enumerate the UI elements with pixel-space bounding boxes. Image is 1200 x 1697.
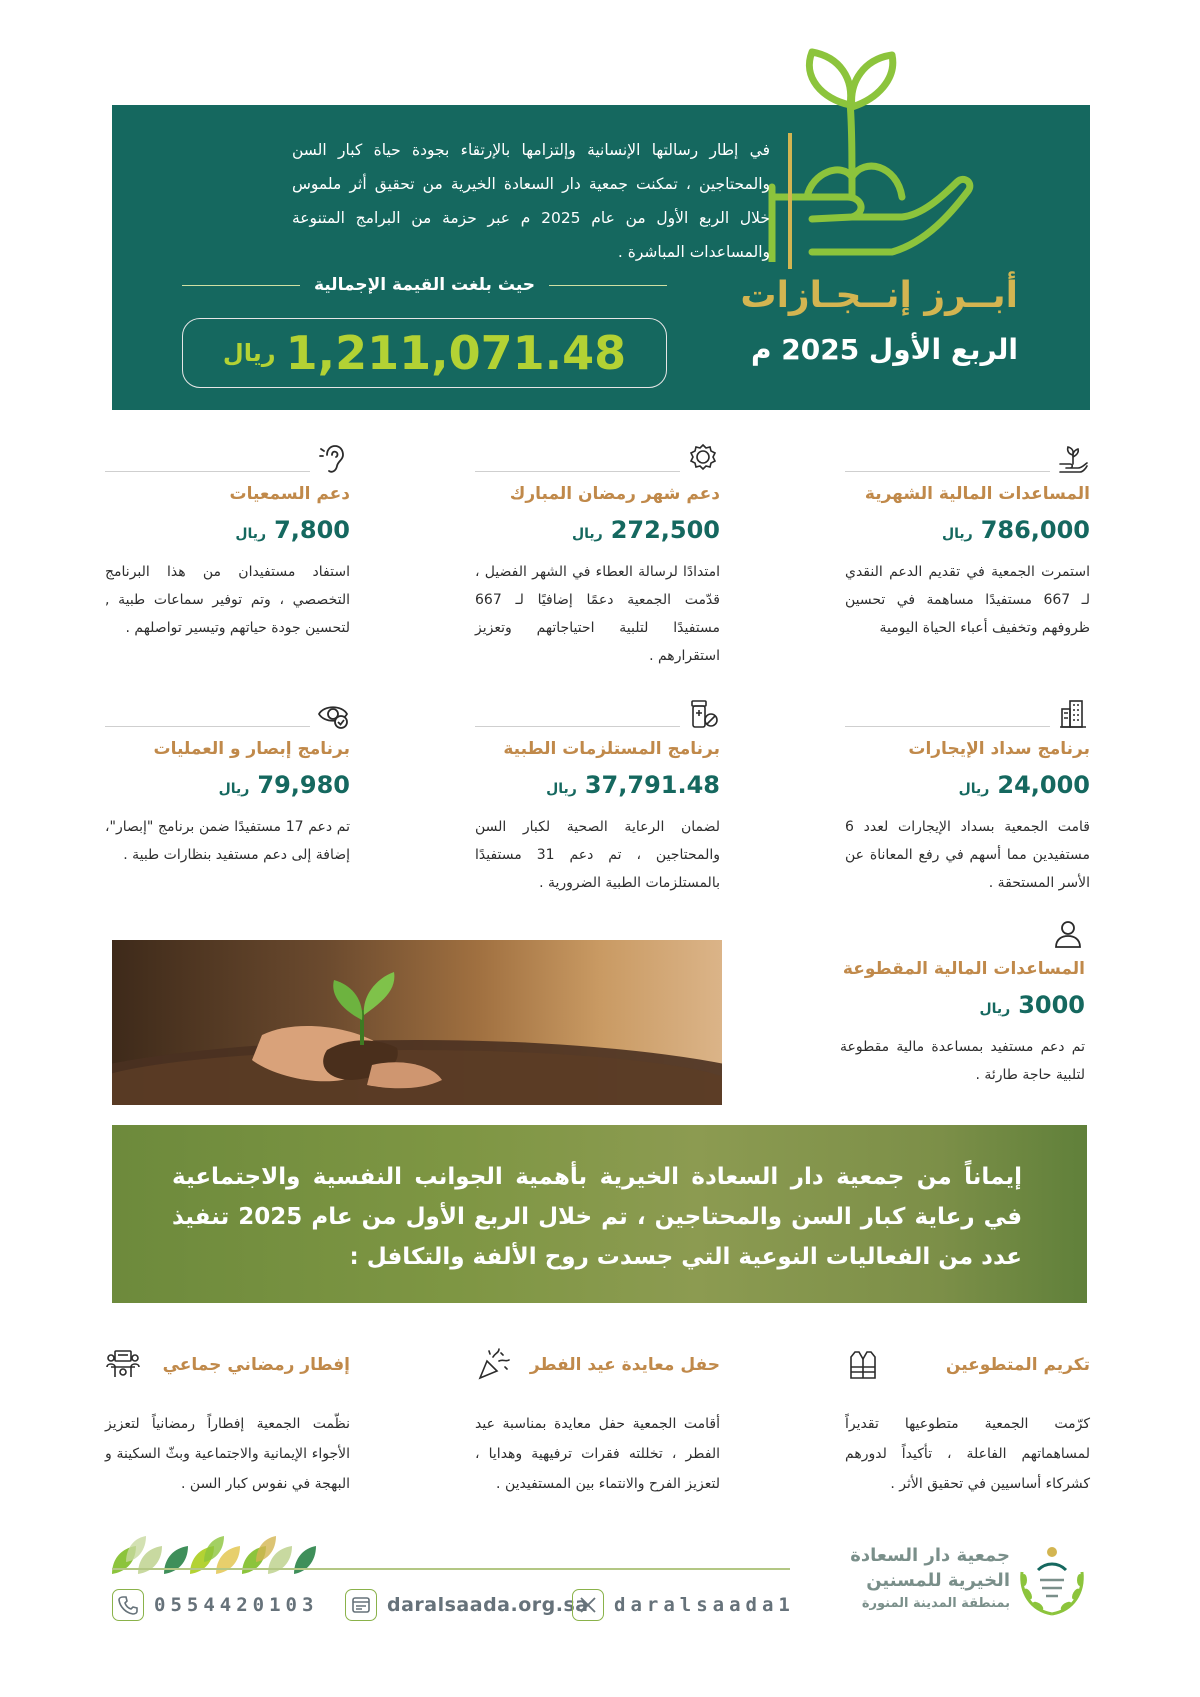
user-icon bbox=[1051, 917, 1085, 951]
divider-line bbox=[182, 285, 300, 286]
card-amount: 272,500 bbox=[610, 516, 720, 544]
card-amount: 37,791.48 bbox=[584, 771, 720, 799]
medicine-icon bbox=[686, 697, 720, 731]
x-handle[interactable]: daralsaada1 bbox=[614, 1594, 795, 1616]
card-currency: ريال bbox=[941, 526, 973, 542]
building-icon bbox=[1056, 697, 1090, 731]
activity-eid-celebration bbox=[475, 1345, 720, 1499]
stat-card-ramadan bbox=[475, 440, 720, 670]
hand-sprout-icon bbox=[1056, 442, 1090, 476]
card-description: لضمان الرعاية الصحية لكبار السن والمحتاجين ، تم دعم 31 مستفيدًا بالمستلزمات الطبية الضرورية . bbox=[475, 819, 720, 891]
website-link[interactable]: daralsaada.org.sa bbox=[387, 1594, 589, 1616]
activity-description: نظّمت الجمعية إفطاراً رمضانياً لتعزيز الأجواء الإيمانية والاجتماعية وبثّ السكينة و البهجة في نفوس كبار السن . bbox=[105, 1416, 350, 1492]
card-currency: ريال bbox=[218, 781, 250, 797]
total-currency: ريال bbox=[222, 339, 276, 367]
card-title: برنامج إبصار و العمليات bbox=[153, 739, 350, 759]
card-currency: ريال bbox=[958, 781, 990, 797]
card-currency: ريال bbox=[571, 526, 603, 542]
total-label-row bbox=[182, 273, 667, 297]
hero-subtitle: الربع الأول 2025 م bbox=[750, 333, 1018, 366]
hero-title: أبــرز إنــجـازات bbox=[740, 275, 1018, 316]
activity-group-iftar bbox=[105, 1345, 350, 1499]
stat-card-one-time-aid bbox=[840, 915, 1085, 1089]
card-title: برنامج سداد الإيجارات bbox=[908, 739, 1090, 759]
banner-text: إيماناً من جمعية دار السعادة الخيرية بأهمية الجوانب النفسية والاجتماعية في رعاية كبار السن والمحتاجين ، تم خلال الربع الأول من عام 2025 تنفيذ عدد من الفعاليات النوعية التي جسدت روح الألفة والتكافل : bbox=[172, 1164, 1022, 1270]
card-amount: 3000 bbox=[1018, 991, 1085, 1019]
hero-panel bbox=[112, 105, 1090, 410]
phone-number[interactable]: 0554420103 bbox=[154, 1594, 319, 1616]
hero-intro-paragraph: في إطار رسالتها الإنسانية وإلتزامها بالإرتقاء بجودة حياة كبار السن والمحتاجين ، تمكنت جمعية دار السعادة الخيرية من تحقيق أثر ملموس خلال الربع الأول من عام 2025 م عبر حزمة من البرامج المتنوعة والمساعدات المباشرة . bbox=[292, 133, 792, 269]
activity-title: تكريم المتطوعين bbox=[945, 1355, 1090, 1375]
stat-card-vision bbox=[105, 695, 350, 869]
card-description: تم دعم 17 مستفيدًا ضمن برنامج "إبصار"، إضافة إلى دعم مستفيد بنظارات طبية . bbox=[105, 819, 350, 863]
vest-icon bbox=[845, 1347, 881, 1383]
card-currency: ريال bbox=[546, 781, 577, 797]
activity-title: حفل معايدة عيد الفطر bbox=[529, 1355, 720, 1375]
card-title: المساعدات المالية المقطوعة bbox=[842, 959, 1085, 979]
activity-title: إفطار رمضاني جماعي bbox=[162, 1355, 350, 1375]
phone-icon bbox=[118, 1595, 138, 1615]
stat-card-monthly-aid bbox=[845, 440, 1090, 642]
activity-volunteer-honoring bbox=[845, 1345, 1090, 1499]
ear-icon bbox=[316, 442, 350, 476]
total-value-box bbox=[182, 318, 667, 388]
card-title: دعم السمعيات bbox=[229, 484, 350, 504]
stat-card-medical bbox=[475, 695, 720, 897]
stat-card-rent bbox=[845, 695, 1090, 897]
divider-line bbox=[549, 285, 667, 286]
web-icon-box bbox=[345, 1589, 377, 1621]
card-description: استفاد مستفيدان من هذا البرنامج التخصصي ، وتم توفير سماعات طبية , لتحسين جودة حياتهم وتيسير تواصلهم . bbox=[105, 564, 350, 636]
total-label: حيث بلغت القيمة الإجمالية bbox=[313, 275, 536, 295]
card-amount: 24,000 bbox=[997, 771, 1090, 799]
browser-icon bbox=[351, 1595, 371, 1615]
card-title: دعم شهر رمضان المبارك bbox=[509, 484, 720, 504]
org-region: بمنطقة المدينة المنورة bbox=[861, 1596, 1010, 1611]
card-description: استمرت الجمعية في تقديم الدعم النقدي لـ 667 مستفيدًا مساهمة في تحسين ظروفهم وتخفيف أعباء الحياة اليومية bbox=[845, 564, 1090, 636]
decorative-leaves bbox=[108, 1530, 318, 1578]
footer-divider bbox=[112, 1568, 790, 1570]
activity-description: كرّمت الجمعية متطوعيها تقديراً لمساهماتهم الفاعلة ، تأكيداً لدورهم كشركاء أساسيين في تحقيق الأثر . bbox=[845, 1416, 1090, 1492]
badge-star-icon bbox=[686, 442, 720, 476]
x-icon-box bbox=[572, 1589, 604, 1621]
card-description: قامت الجمعية بسداد الإيجارات لعدد 6 مستفيدين مما أسهم في رفع المعاناة عن الأسر المستحقة . bbox=[845, 819, 1090, 891]
organization-logo bbox=[1016, 1540, 1088, 1618]
card-title: المساعدات المالية الشهرية bbox=[864, 484, 1090, 504]
contact-x[interactable] bbox=[572, 1588, 795, 1622]
card-currency: ريال bbox=[979, 1001, 1011, 1017]
activity-description: أقامت الجمعية حفل معايدة بمناسبة عيد الفطر ، تخللته فقرات ترفيهية وهدايا ، لتعزيز الفرح والانتماء بين المستفيدين . bbox=[475, 1416, 720, 1492]
hands-holding-seedling-photo bbox=[112, 940, 722, 1105]
org-name-line2: الخيرية للمسنين bbox=[866, 1570, 1010, 1591]
activities-intro-banner bbox=[112, 1125, 1087, 1303]
card-description: امتدادًا لرسالة العطاء في الشهر الفضيل ، قدّمت الجمعية دعمًا إضافيًا لـ 667 مستفيدًا لتلبية احتياجاتهم وتعزيز استقرارهم . bbox=[475, 564, 720, 664]
card-description: تم دعم مستفيد بمساعدة مالية مقطوعة لتلبية حاجة طارئة . bbox=[840, 1039, 1085, 1083]
card-amount: 786,000 bbox=[980, 516, 1090, 544]
total-value: 1,211,071.48 bbox=[285, 326, 627, 380]
card-amount: 7,800 bbox=[274, 516, 350, 544]
x-logo-icon bbox=[578, 1595, 598, 1615]
eye-check-icon bbox=[316, 697, 350, 731]
card-amount: 79,980 bbox=[257, 771, 350, 799]
organization-name bbox=[850, 1543, 1010, 1615]
celebration-icon bbox=[475, 1347, 511, 1383]
group-meal-icon bbox=[105, 1347, 141, 1383]
contact-website[interactable] bbox=[345, 1588, 589, 1622]
contact-phone[interactable] bbox=[112, 1588, 318, 1622]
seedling-illustration bbox=[112, 940, 722, 1105]
org-name-line1: جمعية دار السعادة bbox=[850, 1545, 1010, 1566]
phone-icon-box bbox=[112, 1589, 144, 1621]
card-currency: ريال bbox=[235, 526, 267, 542]
card-title: برنامج المستلزمات الطبية bbox=[503, 739, 720, 759]
stat-card-hearing bbox=[105, 440, 350, 642]
